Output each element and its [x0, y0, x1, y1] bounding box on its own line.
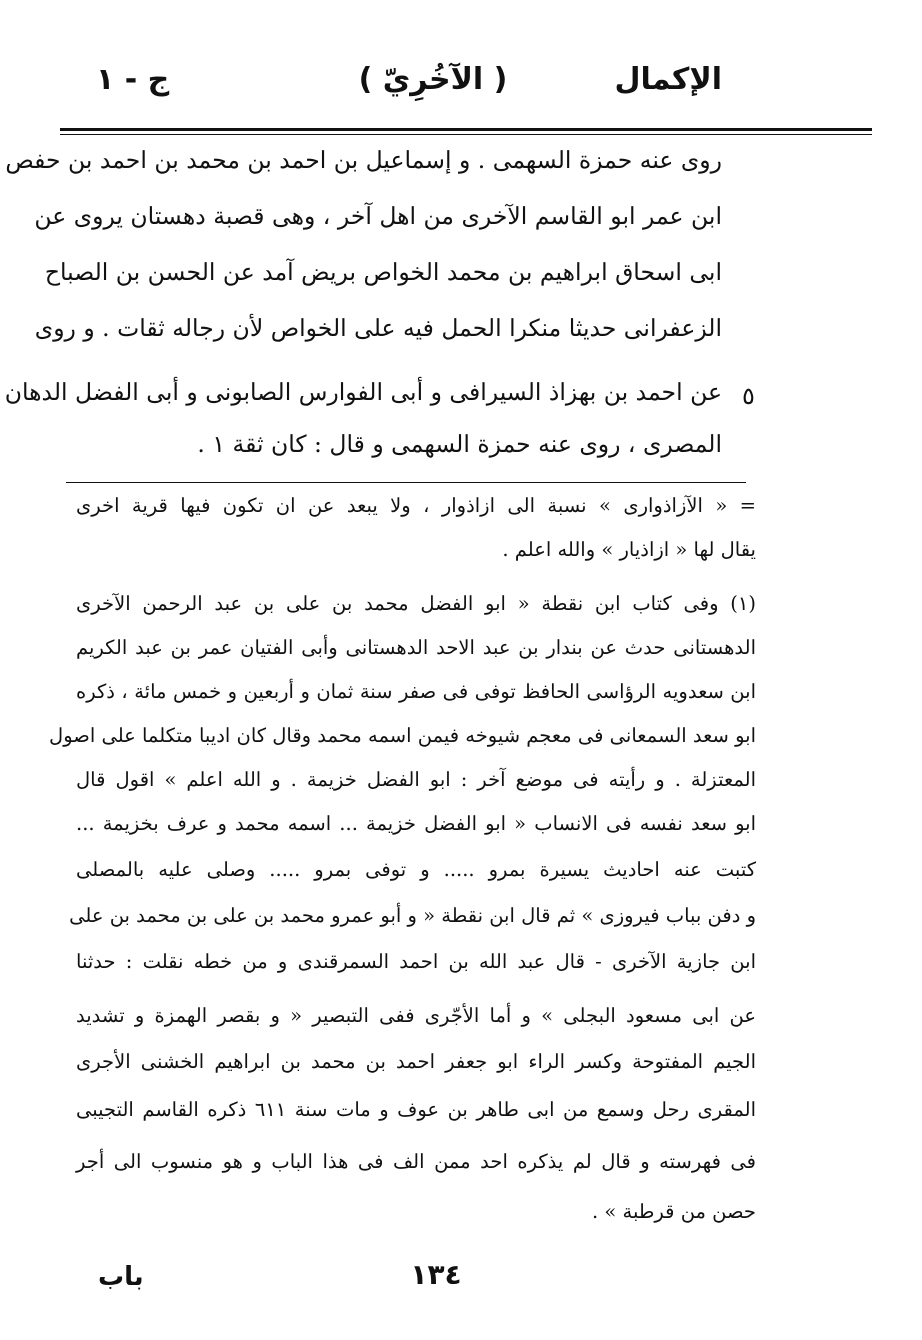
footnote-line: كتبت عنه احاديث يسيرة بمرو ..... و توفى بمرو ..... وصلى عليه بالمصلى: [76, 858, 756, 881]
header-rule-thick: [60, 128, 872, 131]
footnote-line: المعتزلة . و رأيته فى موضع آخر : ابو الفضل خزيمة . و الله اعلم » اقول قال: [76, 768, 756, 791]
footnote-line: عن ابى مسعود البجلى » و أما الأجّرى ففى التبصير « و بقصر الهمزة و تشديد: [76, 1004, 756, 1027]
footnote-line: فى فهرسته و قال لم يذكره احد ممن الف فى هذا الباب و هو منسوب الى أجر: [76, 1150, 756, 1173]
footnote-line: ابو سعد السمعانى فى معجم شيوخه فيمن اسمه محمد وقال كان اديبا متكلما على اصول: [49, 724, 756, 747]
running-head-volume: ج - ١: [96, 62, 170, 97]
line-number-marker: ٥: [742, 382, 755, 410]
running-head-title: الإكمال: [614, 62, 722, 97]
footnote-line: المقرى رحل وسمع من ابى طاهر بن عوف و مات سنة ٦١١ ذكره القاسم التجيبى: [76, 1098, 756, 1121]
footnote-line: الجيم المفتوحة وكسر الراء ابو جعفر احمد بن محمد بن ابراهيم الخشنى الأجرى: [76, 1050, 756, 1073]
main-text-line: ابى اسحاق ابراهيم بن محمد الخواص بريض آمد عن الحسن بن الصباح: [44, 258, 722, 286]
footnote-line: ابن جازية الآخرى - قال عبد الله بن احمد السمرقندى و من خطه نقلت : حدثنا: [76, 950, 756, 973]
main-text-line: عن احمد بن بهزاذ السيرافى و أبى الفوارس الصابونى و أبى الفضل الدهان: [4, 378, 722, 406]
footnote-line: يقال لها « ازاذيار » والله اعلم .: [502, 538, 756, 561]
footnote-line: ابن سعدويه الرؤاسى الحافظ توفى فى صفر سنة ثمان و أربعين و خمس مائة ، ذكره: [76, 680, 756, 703]
main-text-line: ابن عمر ابو القاسم الآخرى من اهل آخر ، وهى قصبة دهستان يروى عن: [34, 202, 722, 230]
main-text-line: الزعفرانى حديثا منكرا الحمل فيه على الخواص لأن رجاله ثقات . و روى: [34, 314, 722, 342]
footnote-line: = « الآزاذوارى » نسبة الى ازاذوار ، ولا يبعد عن ان تكون فيها قرية اخرى: [76, 494, 756, 517]
footnote-line: ابو سعد نفسه فى الانساب « ابو الفضل خزيمة ... اسمه محمد و عرف بخزيمة ...: [76, 812, 756, 835]
catchword: باب: [98, 1262, 144, 1292]
footnote-line: حصن من قرطبة » .: [592, 1200, 756, 1223]
footnote-line: و دفن بباب فيروزى » ثم قال ابن نقطة « و أبو عمرو محمد بن على بن محمد بن على: [69, 904, 756, 927]
running-head-section: ( الآخُرِيّ ): [358, 62, 508, 97]
footnote-separator: [66, 482, 746, 483]
page-number: ١٣٤: [410, 1258, 462, 1291]
header-rule-thin: [60, 134, 872, 135]
footnote-line: (١) وفى كتاب ابن نقطة « ابو الفضل محمد بن على بن عبد الرحمن الآخرى: [76, 592, 756, 615]
main-text-line: المصرى ، روى عنه حمزة السهمى و قال : كان ثقة ١ .: [197, 430, 722, 458]
footnote-line: الدهستانى حدث عن بندار بن عبد الاحد الدهستانى وأبى الفتيان عمر بن عبد الكريم: [76, 636, 756, 659]
main-text-line: روى عنه حمزة السهمى . و إسماعيل بن احمد بن محمد بن احمد بن حفص: [5, 146, 722, 174]
